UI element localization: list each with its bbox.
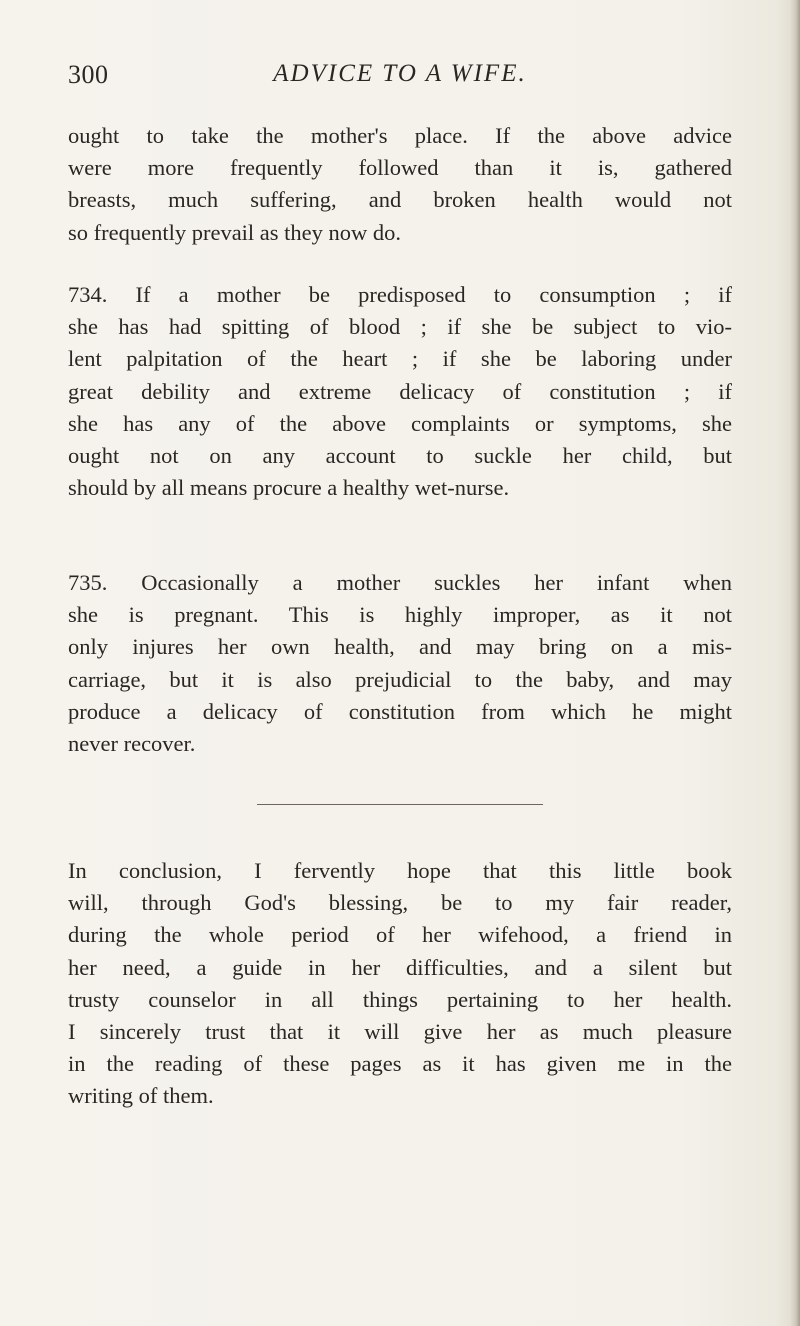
paragraph-734	[68, 279, 732, 504]
text-line: breasts, much suffering, and broken health would not	[68, 187, 732, 213]
text-line: trusty counselor in all things pertaining to her health.	[68, 986, 732, 1012]
section-divider	[257, 804, 543, 805]
text-line: during the whole period of her wifehood, a friend in	[68, 922, 732, 948]
text-line: will, through God's blessing, be to my fair reader,	[68, 890, 732, 916]
text-line: were more frequently followed than it is, gathered	[68, 155, 732, 181]
text-line: I sincerely trust that it will give her as much pleasure	[68, 1019, 732, 1045]
paragraph-continuation	[68, 120, 732, 249]
text-line: great debility and extreme delicacy of constitution ; if	[68, 378, 732, 404]
text-line: In conclusion, I fervently hope that this little book	[68, 858, 732, 883]
page-edge-shadow	[790, 0, 800, 1326]
text-line: ought not on any account to suckle her child, but	[68, 443, 732, 469]
text-line: she is pregnant. This is highly improper, as it not	[68, 602, 732, 628]
running-title: ADVICE TO A WIFE.	[273, 60, 527, 87]
text-line: ought to take the mother's place. If the above advice	[68, 123, 732, 148]
running-head	[68, 60, 732, 100]
text-line: only injures her own health, and may bring on a mis-	[68, 634, 732, 660]
paragraph-735	[68, 567, 732, 760]
text-line: 735. Occasionally a mother suckles her infant when	[68, 570, 732, 595]
text-line: writing of them.	[68, 1083, 214, 1109]
text-line: she has had spitting of blood ; if she be subject to vio-	[68, 314, 732, 340]
text-line: lent palpitation of the heart ; if she be laboring under	[68, 346, 732, 372]
text-line: so frequently prevail as they now do.	[68, 219, 402, 245]
text-line: never recover.	[68, 731, 196, 757]
text-line: carriage, but it is also prejudicial to the baby, and may	[68, 666, 732, 692]
paragraph-conclusion	[68, 855, 732, 1113]
text-line: her need, a guide in her difficulties, and a silent but	[68, 954, 732, 980]
text-line: in the reading of these pages as it has given me in the	[68, 1051, 732, 1077]
text-line: should by all means procure a healthy wet-nurse.	[68, 475, 510, 501]
text-line: 734. If a mother be predisposed to consumption ; if	[68, 282, 732, 307]
text-line: she has any of the above complaints or symptoms, she	[68, 410, 732, 436]
page-number: 300	[68, 60, 109, 89]
text-line: produce a delicacy of constitution from which he might	[68, 698, 732, 724]
